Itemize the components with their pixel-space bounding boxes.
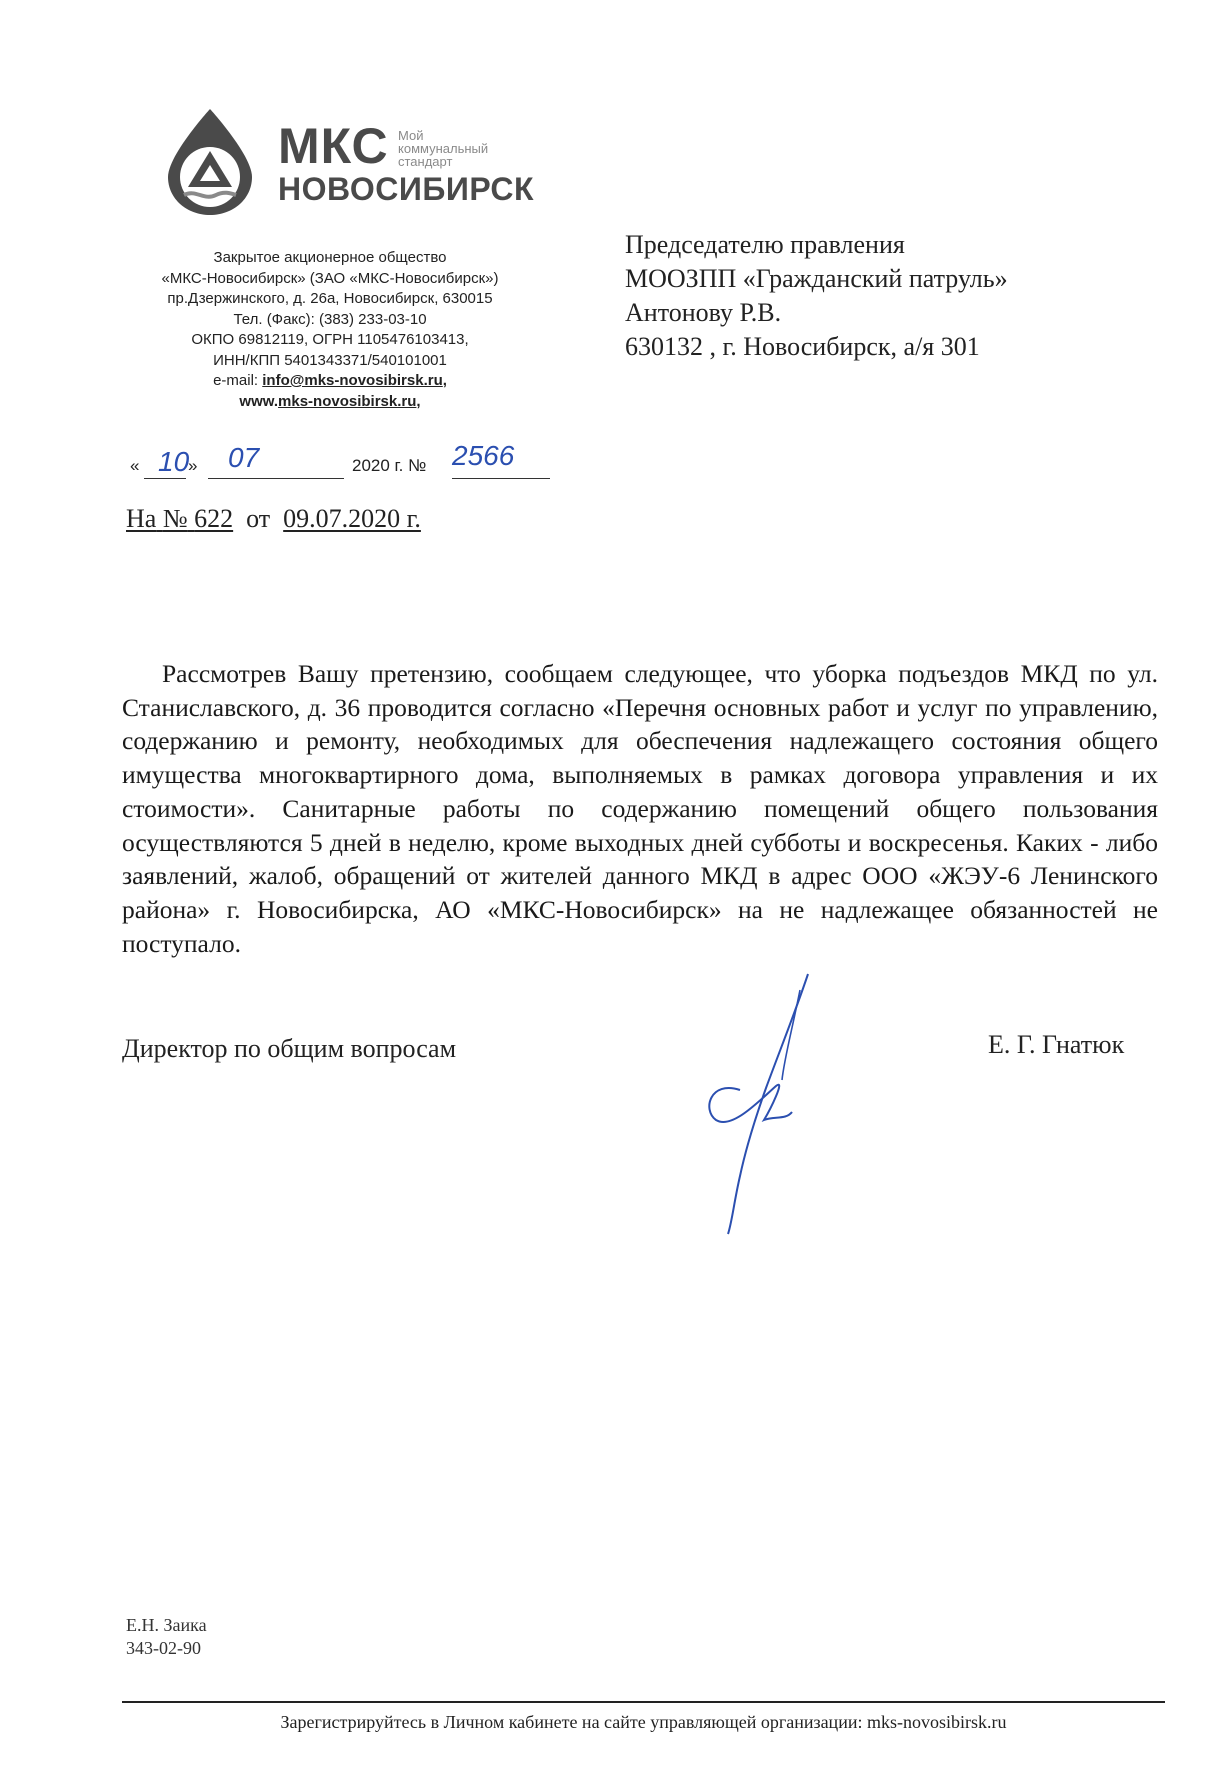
addressee-block	[625, 228, 1008, 364]
executor-phone: 343-02-90	[126, 1638, 201, 1658]
addressee-name: Антонову Р.В.	[625, 298, 782, 327]
month-underline	[208, 478, 344, 479]
company-registration: ОКПО 69812119, ОГРН 1105476103413,	[191, 331, 469, 348]
company-email-row	[130, 371, 530, 392]
reply-from: от	[246, 504, 271, 533]
outgoing-date-number	[130, 440, 550, 486]
logo-slogan-line: стандарт	[398, 154, 453, 169]
company-type: Закрытое акционерное общество	[213, 249, 447, 266]
signatory-title: Директор по общим вопросам	[122, 1034, 457, 1063]
email-suffix: ,	[442, 372, 447, 389]
company-details	[130, 248, 530, 412]
reply-no-sign: №	[162, 504, 188, 533]
executor-block	[126, 1614, 207, 1660]
footer-divider	[122, 1701, 1165, 1703]
number-underline	[452, 478, 550, 479]
addressee-position: Председателю правления	[625, 230, 905, 259]
reply-prefix: На	[126, 504, 157, 533]
signatory-name: Е. Г. Гнатюк	[988, 1030, 1125, 1059]
company-address: пр.Дзержинского, д. 26а, Новосибирск, 630015	[167, 290, 493, 307]
handwritten-signature	[700, 970, 840, 1240]
letter-body	[122, 657, 1158, 960]
addressee-organization: МООЗПП «Гражданский патруль»	[625, 264, 1008, 293]
outgoing-number: 2566	[452, 440, 515, 471]
outgoing-day: 10	[158, 446, 190, 477]
company-tax-id: ИНН/КПП 5401343371/540101001	[213, 351, 447, 369]
outgoing-month: 07	[228, 442, 260, 473]
reply-reference	[126, 504, 421, 534]
quote-close: »	[188, 456, 198, 475]
website-suffix: ,	[416, 392, 421, 410]
website-link[interactable]: mks-novosibirsk.ru	[278, 392, 417, 410]
year-label: 2020 г. №	[352, 456, 427, 475]
reply-date: 09.07.2020 г.	[283, 504, 421, 533]
logo-slogan-line: коммунальный	[398, 141, 489, 156]
day-underline	[144, 478, 186, 479]
company-name: «МКС-Новосибирск» (ЗАО «МКС-Новосибирск»)	[161, 269, 499, 287]
logo-brand: МКС	[278, 118, 389, 174]
executor-name: Е.Н. Заика	[126, 1615, 207, 1635]
reply-number: 622	[194, 504, 234, 533]
email-link[interactable]: info@mks-novosibirsk.ru	[262, 372, 443, 389]
company-website-row	[130, 392, 530, 413]
logo-slogan	[398, 129, 488, 168]
logo-city: НОВОСИБИРСК	[278, 171, 534, 207]
quote-open: «	[130, 456, 140, 475]
drop-logo-icon	[160, 107, 260, 217]
body-paragraph: Рассмотрев Вашу претензию, сообщаем следующее, что уборка подъездов МКД по ул. Станиславского, д. 36 проводится согласно «Перечня основных работ и услуг по управлению, содержанию и ремонту, необходимых для обеспечения надлежащего состояния общего имущества многоквартирного дома, выполняемых в рамках договора управления и их стоимости». Санитарные работы по содержанию помещений общего пользования осуществляются 5 дней в неделю, кроме выходных дней субботы и воскресенья. Каких - либо заявлений, жалоб, обращений от жителей данного МКД в адрес ООО «ЖЭУ-6 Ленинского района» г. Новосибирска, АО «МКС-Новосибирск» на не надлежащее обязанностей не поступало.	[122, 659, 1158, 958]
company-phone: Тел. (Факс): (383) 233-03-10	[233, 310, 427, 328]
email-label: e-mail:	[213, 372, 263, 389]
addressee-address: 630132 , г. Новосибирск, а/я 301	[625, 332, 980, 361]
footer-note: Зарегистрируйтесь в Личном кабинете на сайте управляющей организации: mks-novosibirsk.ru	[280, 1712, 1007, 1732]
company-logo	[160, 107, 580, 217]
website-prefix: www.	[239, 392, 279, 410]
logo-slogan-line: Мой	[398, 128, 424, 143]
